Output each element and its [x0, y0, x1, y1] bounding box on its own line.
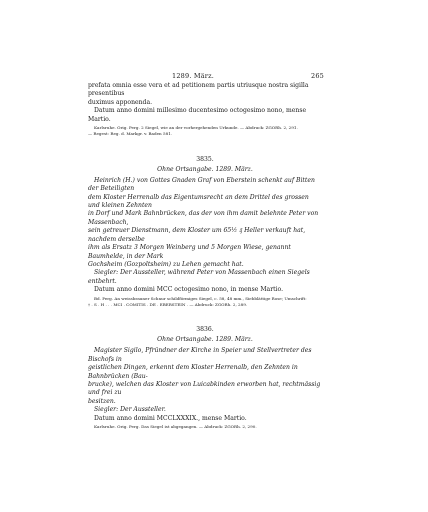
- charter-3836: [88, 326, 322, 430]
- regest-line: brucke), welchen das Kloster von Luicabkinden erworben hat, rechtmässig und frei zu: [88, 380, 321, 397]
- regest-line: Magister Sigilo, Pfründner der Kirche in Speier und Stellvertreter des Bischofs in: [88, 347, 312, 363]
- regest-line: Gochsheim (Gozpoltsheim) zu Lehen gemacht hat.: [88, 260, 244, 268]
- datum-line: Datum anno domini millesimo ducentesimo octogesimo nono, mense Martio.: [88, 107, 307, 123]
- source-note: Karlsruhe. Orig. Perg. Das Siegel ist abgegangen. — Abdruck: ZGORh. 2, 290.: [94, 424, 257, 429]
- regest-line: besitzen.: [88, 397, 116, 405]
- regest-line: Heinrich (H.) von Gottes Gnaden Graf von Eberstein schenkt auf Bitten der Beteiligten: [88, 176, 315, 193]
- regest-line: sein getreuer Dienstmann, dem Kloster um 65½ ₰ Heller verkauft hat, nachdem derselbe: [88, 227, 306, 243]
- regest-line: in Dorf und Mark Bahnbrücken, das der von ihm damit belehnte Peter von Massenbach,: [88, 210, 319, 226]
- source-note: † . S . H . . . MCI . COMITIS . DE . EBERSTEIN . — Abdruck: ZGORh. 2, 289.: [88, 301, 248, 307]
- charter-number: 3836.: [196, 326, 214, 334]
- page-number: 265: [311, 72, 325, 80]
- datum-line: Datum anno domini MCC octogesimo nono, in mense Martio.: [94, 286, 284, 294]
- charter-place-date: Ohne Ortsangabe. 1289. März.: [157, 165, 253, 173]
- previous-charter-end: [88, 82, 322, 138]
- source-note: — Regest: Reg. d. Markgr. v. Baden 581.: [88, 131, 173, 137]
- regest-line: ihm als Ersatz 3 Morgen Weinberg und 5 Morgen Wiese, genannt Baumhelde, in der Mark: [88, 244, 291, 260]
- charter-number: 3835.: [196, 155, 214, 163]
- regest-line: geistlichen Dingen, erkennt dem Kloster Herrenalb, den Zehnten in Bahnbrücken (Bau-: [88, 364, 298, 380]
- body-line: duximus apponenda.: [88, 98, 153, 106]
- body-line: prefata omnia esse vera et ad petitionem partis utriusque nostra sigilla presentibus: [88, 82, 309, 98]
- page-content: [88, 82, 322, 430]
- source-note: Bd. Perg. An weissbrauner Schnur schildförmiges Siegel, c. 58, 48 mm., Siebblättige Rose; Umschrift:: [94, 295, 307, 301]
- charter-place-date: Ohne Ortsangabe. 1289. März.: [157, 336, 253, 344]
- datum-line: Datum anno domini MCCLXXXIX., mense Martio.: [94, 414, 247, 422]
- siegler-line: Siegler: Der Aussteller.: [94, 406, 166, 414]
- charter-3835: [88, 156, 322, 309]
- source-note: Karlsruhe. Orig. Perg. 2 Siegel, wie an der vorhergehenden Urkunde. — Abdruck: ZGORh. 2, 291.: [94, 125, 298, 131]
- siegler-line: Siegler: Der Aussteller, während Peter von Massenbach einen Siegels entbehrt.: [88, 269, 310, 285]
- running-head-date: 1289. März.: [172, 72, 215, 80]
- regest-line: dem Kloster Herrenalb das Eigentumsrecht an dem Drittel des grossen und kleinen Zehnten: [88, 193, 309, 210]
